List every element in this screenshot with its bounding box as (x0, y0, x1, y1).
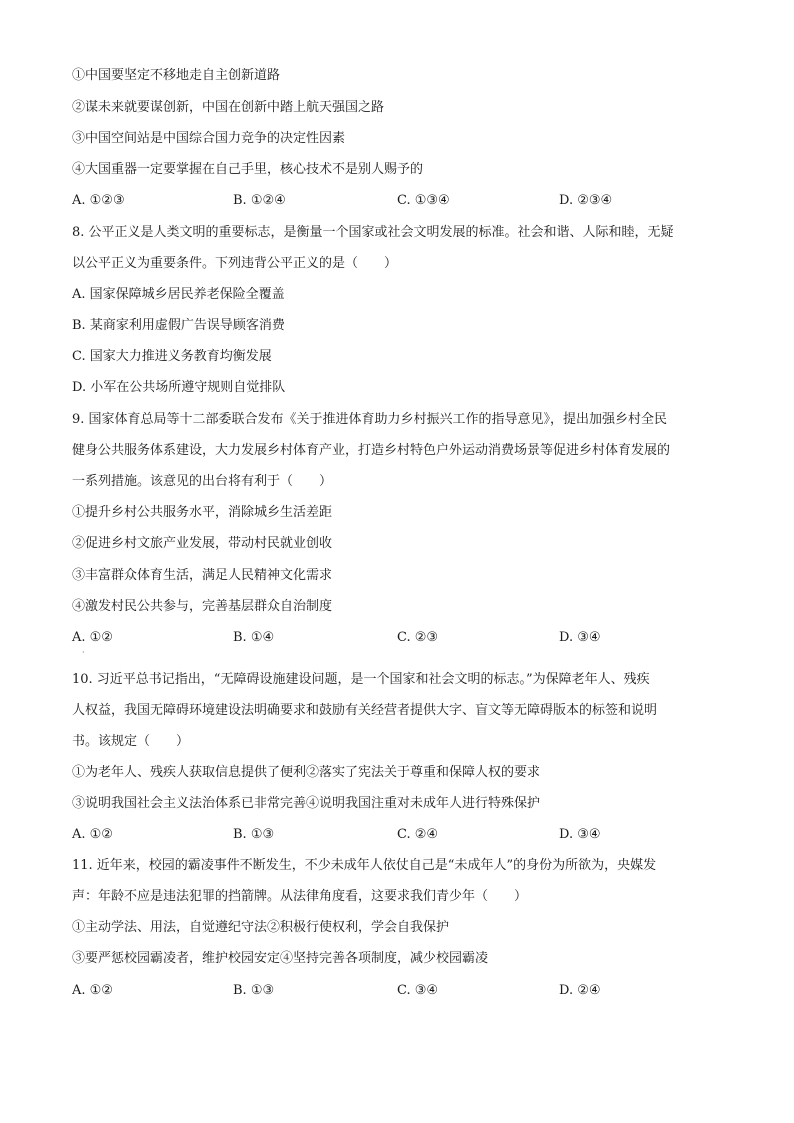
q11-statements-3-4: ③要严惩校园霸凌者，维护校园安定④坚持完善各项制度，减少校园霸凌 (72, 951, 489, 966)
stray-mark: · (82, 648, 85, 657)
q9-statement-1: ①提升乡村公共服务水平，消除城乡生活差距 (72, 505, 333, 520)
q9-statement-3: ③丰富群众体育生活，满足人民精神文化需求 (72, 568, 333, 583)
q7-statement-4: ④大国重器一定要掌握在自己手里，核心技术不是别人赐予的 (72, 162, 424, 177)
q11-stem-line-1: 11. 近年来，校园的霸凌事件不断发生，不少未成年人依仗自己是“未成年人”的身份为所欲为，央媒发 (72, 858, 657, 873)
q11-option-b: B. ①③ (233, 983, 275, 998)
q7-option-a: A. ①②③ (72, 193, 125, 208)
q8-stem-line-1: 8. 公平正义是人类文明的重要标志，是衡量一个国家或社会文明发展的标准。社会和谐、人际和睦，无疑 (72, 225, 674, 240)
q9-stem-line-1: 9. 国家体育总局等十二部委联合发布《关于推进体育助力乡村振兴工作的指导意见》，提出加强乡村全民 (72, 412, 668, 427)
q9-stem-line-3: 一系列措施。该意见的出台将有利于（ ） (72, 474, 333, 489)
q11-option-a: A. ①② (72, 983, 113, 998)
q9-option-a: A. ①② (72, 630, 113, 645)
q11-statements-1-2: ①主动学法、用法，自觉遵纪守法②积极行使权利，学会自我保护 (72, 920, 450, 935)
q11-option-c: C. ③④ (397, 983, 439, 998)
q8-option-c: C. 国家大力推进义务教育均衡发展 (72, 349, 272, 364)
q7-statement-2: ②谋未来就要谋创新，中国在创新中踏上航天强国之路 (72, 100, 385, 115)
q7-statement-1: ①中国要坚定不移地走自主创新道路 (72, 68, 281, 83)
q7-option-c: C. ①③④ (397, 193, 450, 208)
q10-stem-line-3: 书。该规定（ ） (72, 734, 190, 749)
q7-option-b: B. ①②④ (233, 193, 286, 208)
q8-option-b: B. 某商家利用虚假广告误导顾客消费 (72, 318, 285, 333)
q9-stem-line-2: 健身公共服务体系建设，大力发展乡村体育产业，打造乡村特色户外运动消费场景等促进乡村体育发展的 (72, 443, 671, 458)
q9-option-c: C. ②③ (397, 630, 439, 645)
q10-statements-1-2: ①为老年人、残疾人获取信息提供了便利②落实了宪法关于尊重和保障人权的要求 (72, 765, 541, 780)
q8-stem-line-2: 以公平正义为重要条件。下列违背公平正义的是（ ） (72, 256, 398, 271)
q10-stem-line-1: 10. 习近平总书记指出，“无障碍设施建设问题，是一个国家和社会文明的标志。”为保障老年人、残疾 (72, 672, 650, 687)
q8-option-a: A. 国家保障城乡居民养老保险全覆盖 (72, 287, 285, 302)
q10-statements-3-4: ③说明我国社会主义法治体系已非常完善④说明我国注重对未成年人进行特殊保护 (72, 796, 541, 811)
q9-option-b: B. ①④ (233, 630, 275, 645)
q11-stem-line-2: 声：年龄不应是违法犯罪的挡箭牌。从法律角度看，这要求我们青少年（ ） (72, 889, 528, 904)
q10-stem-line-2: 人权益，我国无障碍环境建设法明确要求和鼓励有关经营者提供大字、盲文等无障碍版本的标签和说明 (72, 703, 658, 718)
q10-option-b: B. ①③ (233, 827, 275, 842)
q10-option-d: D. ③④ (559, 827, 601, 842)
q9-statement-2: ②促进乡村文旅产业发展，带动村民就业创收 (72, 536, 333, 551)
q8-option-d: D. 小军在公共场所遵守规则自觉排队 (72, 380, 286, 395)
q9-statement-4: ④激发村民公共参与，完善基层群众自治制度 (72, 599, 333, 614)
q9-option-d: D. ③④ (559, 630, 601, 645)
q7-statement-3: ③中国空间站是中国综合国力竞争的决定性因素 (72, 131, 346, 146)
q10-option-c: C. ②④ (397, 827, 439, 842)
q10-option-a: A. ①② (72, 827, 113, 842)
q11-option-d: D. ②④ (559, 983, 601, 998)
q7-option-d: D. ②③④ (559, 193, 613, 208)
